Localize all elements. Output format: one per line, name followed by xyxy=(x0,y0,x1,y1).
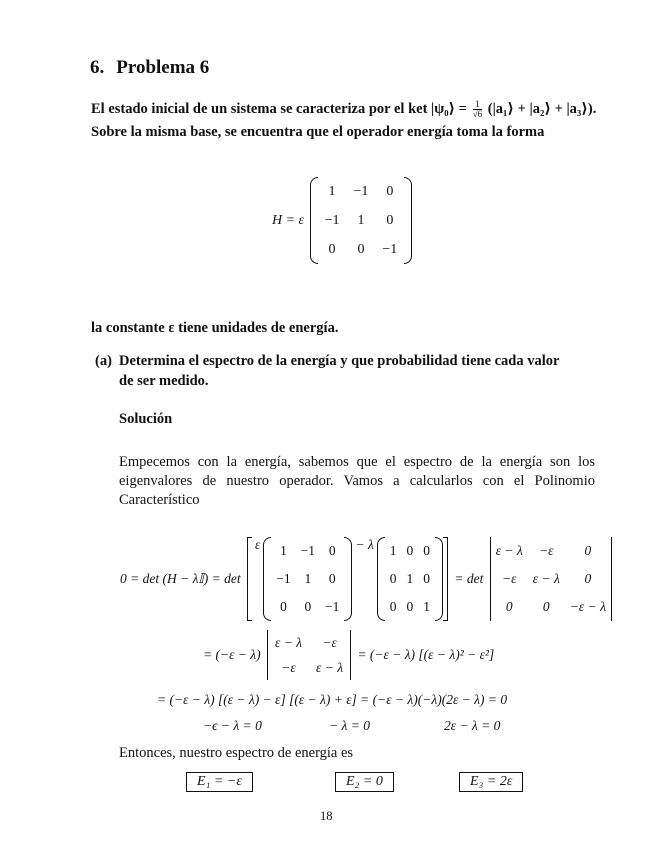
minor-determinant: ε − λ −ε −ε ε − λ xyxy=(267,630,351,680)
eq1-lhs: 0 = det (H − λ𝕀) = det xyxy=(120,571,241,586)
statement-line-1: El estado inicial de un sistema se caracteriza por el ket |ψ₀⟩ = $\frac{1}{√6}$ (|a₁⟩ + |a₂⟩ + |a₃⟩). xyxy=(91,99,597,120)
problem-statement xyxy=(91,98,596,144)
question-a xyxy=(95,351,559,391)
statement-line-2: Sobre la misma base, se encuentra que el operador energía toma la forma xyxy=(91,124,545,140)
constant-note: la constante ε tiene unidades de energía. xyxy=(91,320,339,336)
hamiltonian-matrix: 1 −1 0 −1 1 0 0 0 −1 xyxy=(310,177,413,264)
big-bracket: ε 1 −1 0 −1 1 0 0 0 −1 − λ 1 0 0 0 1 0 0 0 1 xyxy=(247,537,448,621)
section-number: 6. xyxy=(90,57,105,78)
fraction: $\frac{1}{√6}$ xyxy=(472,99,483,120)
solution-title: Solución xyxy=(119,411,173,427)
section-heading xyxy=(90,57,209,79)
energy-e2: E₂ = 0 xyxy=(335,772,394,792)
root-3: 2ε − λ = 0 xyxy=(444,718,501,733)
root-2: − λ = 0 xyxy=(329,718,370,733)
energy-e1: E₁ = −ε xyxy=(186,772,253,792)
page-number: 18 xyxy=(320,809,333,823)
question-label: (a) xyxy=(95,353,112,369)
result-determinant: ε − λ −ε 0 −ε ε − λ 0 0 0 −ε − λ xyxy=(490,537,612,621)
spectrum-intro: Entonces, nuestro espectro de energía es xyxy=(119,745,354,761)
h-matrix: 1 −1 0 −1 1 0 0 0 −1 xyxy=(263,537,352,621)
section-title: Problema 6 xyxy=(116,57,210,78)
energy-e3: E₃ = 2ε xyxy=(459,772,523,792)
solution-paragraph: Empecemos con la energía, sabemos que el espectro de la energía son los eigenvalores de nuestro operador. Vamos a calcularlos con el Polinomio Característico xyxy=(119,454,595,508)
identity-matrix: 1 0 0 0 1 0 0 0 1 xyxy=(377,537,443,621)
expansion-equation: = (−ε − λ) ε − λ −ε −ε ε − λ = (−ε − λ) [(ε − λ)² − ε²] xyxy=(200,630,497,680)
hamiltonian-prefix: H = ε xyxy=(272,212,305,228)
question-line-1: Determina el espectro de la energía y que probabilidad tiene cada valor xyxy=(119,353,560,369)
characteristic-equation: 0 = det (H − λ𝕀) = det ε 1 −1 0 −1 1 0 0 0 −1 − λ 1 0 0 0 1 0 0 0 1 = det ε − λ −ε 0 −ε ε − λ 0 0 0 −ε − λ xyxy=(117,537,612,621)
hamiltonian-equation xyxy=(272,177,412,264)
question-line-2: de ser medido. xyxy=(119,373,209,389)
factorization-equation: = (−ε − λ) [(ε − λ) − ε] [(ε − λ) + ε] = (−ε − λ)(−λ)(2ε − λ) = 0 xyxy=(157,692,508,707)
root-1: −ϵ − λ = 0 xyxy=(203,718,262,733)
